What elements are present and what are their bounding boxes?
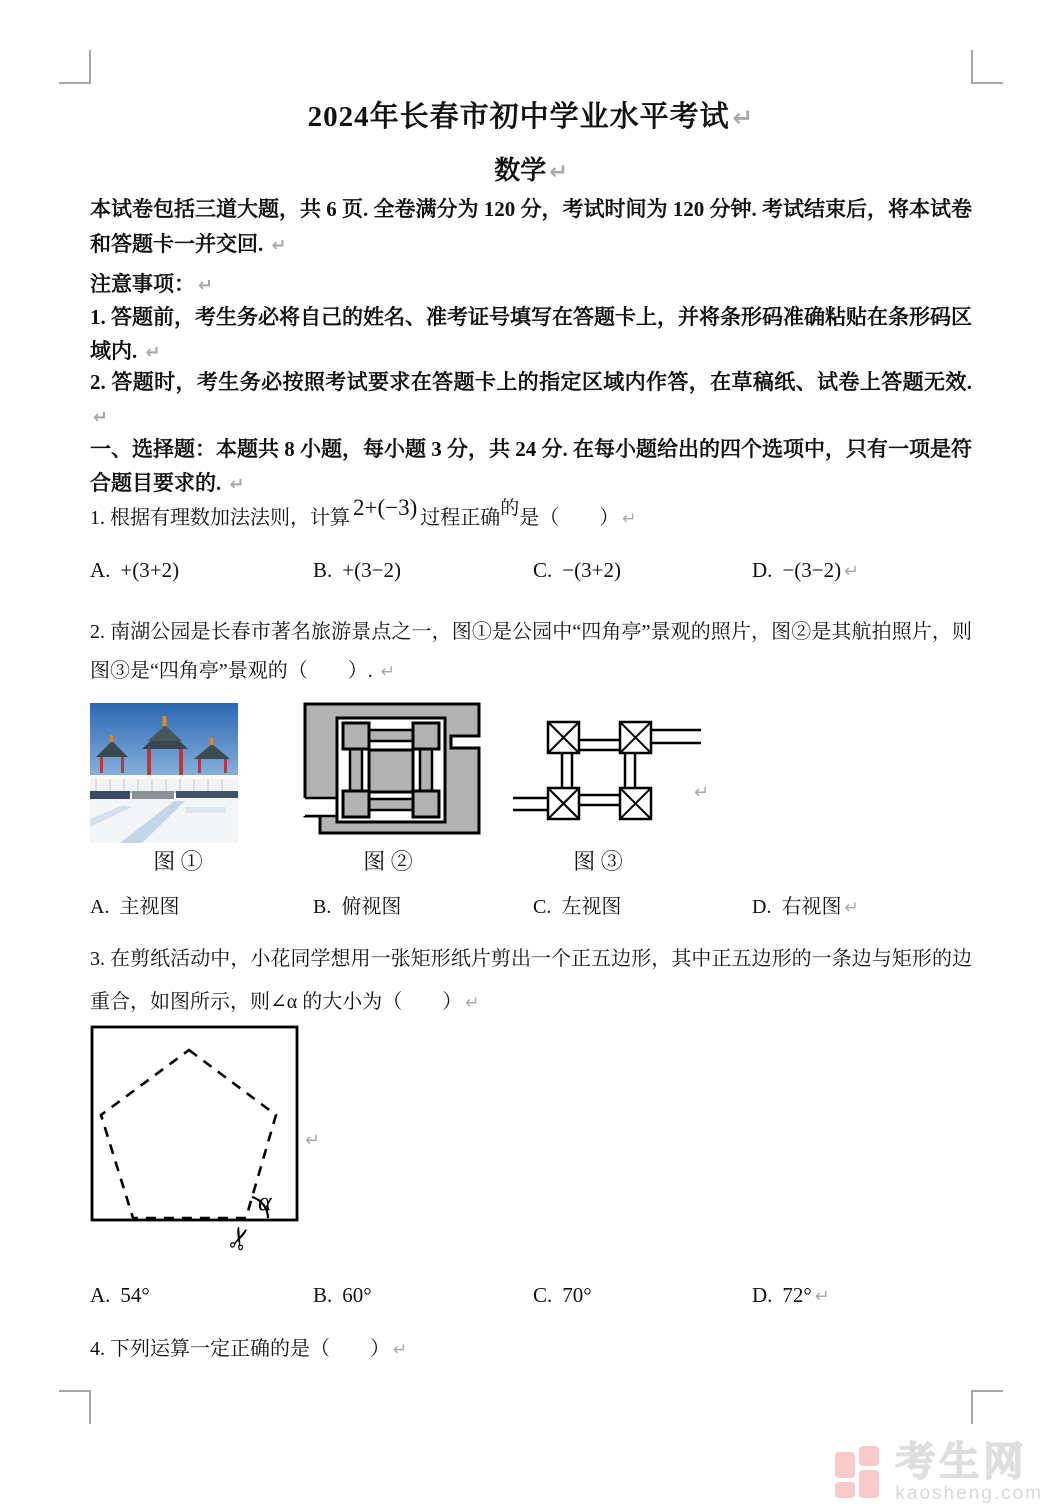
paragraph-mark-icon	[393, 1340, 407, 1360]
note-1: 1. 答题前，考生务必将自己的姓名、准考证号填写在答题卡上，并将条形码准确粘贴在条形码区域内. ↵	[90, 300, 972, 370]
pentagon-diagram-image	[90, 1025, 305, 1260]
note-2: 2. 答题时，考生务必按照考试要求在答题卡上的指定区域内作答，在草稿纸、试卷上答题无效. ↵	[90, 365, 972, 435]
question-1-options	[90, 558, 972, 592]
q3-option-d: D. 72° ↵	[752, 1283, 830, 1308]
paragraph-mark-icon	[844, 898, 858, 918]
paragraph-mark-icon	[198, 275, 213, 296]
question-3-stem: 3. 在剪纸活动中，小花同学想用一张矩形纸片剪出一个正五边形，其中正五边形的一条边与矩形的边重合，如图所示，则∠α 的大小为（ ） ↵	[90, 938, 972, 1025]
paragraph-mark-icon	[93, 407, 108, 428]
q1-option-a: A. +(3+2)	[90, 558, 180, 582]
crop-mark-top-left	[59, 50, 91, 84]
q1-option-b: B. +(3−2)	[313, 558, 401, 582]
q3-option-a: A. 54°	[90, 1283, 150, 1307]
paragraph-mark-icon	[146, 342, 161, 363]
paragraph-mark-icon	[733, 103, 755, 132]
figure-1-pavilion-photo	[90, 703, 238, 848]
paragraph-mark-icon	[381, 662, 395, 682]
figure-3-caption: 图 ③	[573, 849, 623, 874]
paragraph-mark-icon	[272, 235, 287, 256]
figure-3-plan-drawing	[513, 710, 703, 835]
paragraph-mark-icon	[305, 1130, 320, 1151]
crop-mark-bottom-left	[59, 1390, 91, 1424]
question-2-stem: 2. 南湖公园是长春市著名旅游景点之一，图①是公园中“四角亭”景观的照片，图②是其航拍照片，则图③是“四角亭”景观的（ ）. ↵	[90, 613, 972, 692]
subject-title	[90, 150, 972, 187]
q3-option-c: C. 70°	[533, 1283, 592, 1307]
q2-option-b: B. 俯视图	[313, 896, 402, 918]
subject-title-text: 数学	[494, 156, 547, 185]
question-3-figure	[90, 1025, 430, 1265]
paragraph-mark-icon	[844, 561, 859, 582]
q2-option-c: C. 左视图	[533, 896, 622, 918]
page-title-text: 2024年长春市初中学业水平考试	[307, 101, 730, 133]
paragraph-mark-icon	[622, 509, 636, 529]
figure-1-caption: 图 ①	[153, 849, 203, 874]
superscript-char: 的	[500, 498, 520, 519]
crop-mark-bottom-right	[971, 1390, 1003, 1424]
question-2-figures	[90, 700, 972, 890]
q2-option-a: A. 主视图	[90, 896, 180, 918]
question-3-options	[90, 1283, 972, 1317]
q3-option-b: B. 60°	[313, 1283, 372, 1307]
question-4-stem: 4. 下列运算一定正确的是（ ） ↵	[90, 1330, 972, 1369]
alpha-angle-label: α	[258, 1187, 272, 1216]
paragraph-mark-icon	[549, 159, 568, 185]
aerial-diagram-image	[303, 702, 481, 835]
watermark-name: 考生网	[895, 1439, 1028, 1484]
q1-option-c: C. −(3+2)	[533, 558, 621, 582]
page-title	[90, 94, 972, 135]
notes-heading: 注意事项： ↵	[90, 268, 972, 302]
q2-option-d: D. 右视图 ↵	[752, 890, 859, 919]
inline-formula: 2+(−3)	[353, 495, 418, 520]
pavilion-photo-image	[90, 703, 238, 843]
figure-2-caption: 图 ②	[363, 849, 413, 874]
question-2-options	[90, 890, 972, 924]
paragraph-mark-icon	[230, 474, 245, 495]
crop-mark-top-right	[971, 50, 1003, 84]
plan-drawing-image	[513, 710, 703, 830]
q1-option-d: D. −(3−2) ↵	[752, 558, 859, 583]
figure-2-aerial-diagram	[303, 702, 481, 840]
paragraph-mark-icon	[694, 782, 709, 803]
paragraph-mark-icon	[465, 993, 479, 1013]
question-1-stem: 1. 根据有理数加法法则，计算 2+(−3) 过程正确的是（ ） ↵	[90, 498, 972, 538]
paragraph-mark-icon	[815, 1286, 830, 1307]
exam-intro: 本试卷包括三道大题，共 6 页. 全卷满分为 120 分，考试时间为 120 分钟. 考试结束后，将本试卷和答题卡一并交回. ↵	[90, 192, 972, 263]
section-1-heading: 一、选择题：本题共 8 小题，每小题 3 分，共 24 分. 在每小题给出的四个选项中，只有一项是符合题目要求的. ↵	[90, 432, 972, 502]
kaosheng-logo-icon	[835, 1446, 883, 1500]
watermark	[835, 1439, 1043, 1504]
watermark-domain: kaosheng.com	[895, 1483, 1043, 1504]
